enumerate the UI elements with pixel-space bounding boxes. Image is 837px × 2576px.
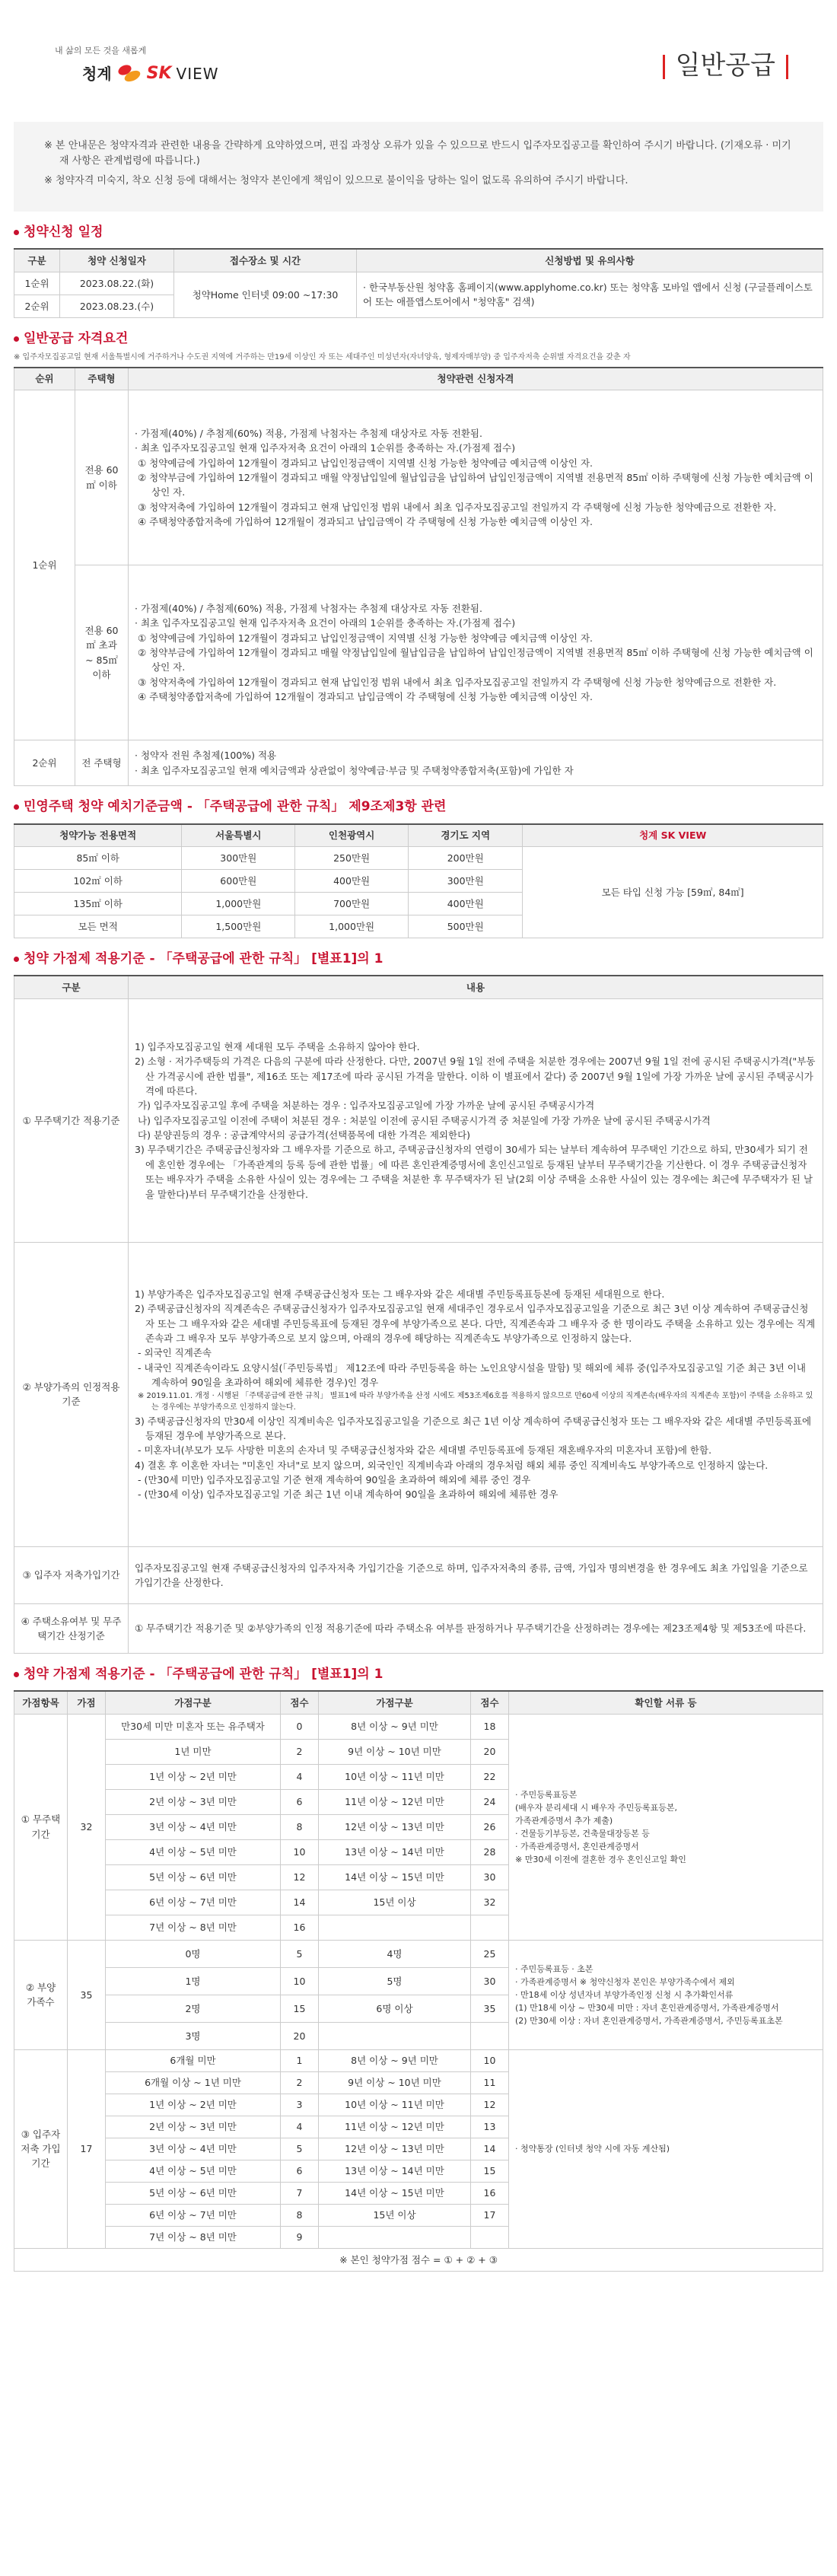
score-value-cell: 6: [281, 1789, 319, 1814]
score-value-cell: 11: [471, 2071, 509, 2094]
criteria-label: ④ 주택소유여부 및 무주택기간 산정기준: [14, 1603, 129, 1653]
method-cell: · 한국부동산원 청약홈 홈페이지(www.applyhome.co.kr) 또는 청약홈 모바일 앱에서 신청 (구글플레이스토어 또는 애플앱스토어에서 "청약홈" 검색): [357, 272, 823, 317]
section-title: 민영주택 청약 예치기준금액 - 「주택공급에 관한 규칙」 제9조제3항 관련: [14, 797, 823, 817]
score-value-cell: 26: [471, 1814, 509, 1839]
score-value-cell: 9: [281, 2226, 319, 2248]
page-title-text: 일반공급: [675, 50, 775, 81]
score-value-cell: 35: [471, 1995, 509, 2022]
criteria-cell: [129, 390, 823, 565]
score-value-cell: 13: [471, 2116, 509, 2138]
criteria-label: ② 부양가족의 인정적용기준: [14, 1242, 129, 1546]
score-range-cell: 3명: [106, 2022, 281, 2049]
notice-line: ※ 본 안내문은 청약자격과 관련한 내용을 간략하게 요약하였으며, 편집 과정상 오류가 있을 수 있으므로 반드시 입주자모집공고를 확인하여 주시기 바랍니다. (기재오류 · 미기재 사항은 관계법령에 따릅니다.): [44, 140, 791, 167]
table-header: 접수장소 및 시간: [174, 249, 357, 272]
score-value-cell: 24: [471, 1789, 509, 1814]
score-range-cell: 11년 이상 ~ 12년 미만: [319, 1789, 471, 1814]
brand-view: VIEW: [176, 64, 219, 83]
brand-korean: 청계: [82, 64, 112, 83]
score-range-cell: 5년 이상 ~ 6년 미만: [106, 2182, 281, 2204]
score-value-cell: 6: [281, 2160, 319, 2182]
document-item: (1) 만18세 이상 ~ 만30세 미만 : 자녀 혼인관계증명서, 가족관계증명서: [515, 2002, 779, 2013]
criteria-table: [14, 975, 823, 1654]
document-item: · 건물등기부등본, 건축물대장등본 등: [515, 1828, 650, 1839]
score-value-cell: 2: [281, 2071, 319, 2094]
score-range-cell: 15년 이상: [319, 1890, 471, 1915]
score-range-cell: 10년 이상 ~ 11년 미만: [319, 2094, 471, 2116]
document-item: ※ 만30세 이전에 결혼한 경우 혼인신고일 확인: [515, 1854, 686, 1864]
score-range-cell: [319, 2022, 471, 2049]
score-range-cell: 3년 이상 ~ 4년 미만: [106, 1814, 281, 1839]
score-value-cell: 4: [281, 2116, 319, 2138]
project-note-cell: 모든 타입 신청 가능 [59㎡, 84㎡]: [523, 847, 823, 938]
score-range-cell: 11년 이상 ~ 12년 미만: [319, 2116, 471, 2138]
score-value-cell: [471, 1915, 509, 1940]
table-cell: 700만원: [295, 893, 409, 915]
score-value-cell: 10: [281, 1839, 319, 1864]
score-value-cell: 30: [471, 1864, 509, 1890]
table-header: 구분: [14, 249, 60, 272]
score-value-cell: 14: [471, 2138, 509, 2160]
table-cell: 400만원: [295, 870, 409, 893]
rank-cell: 1순위: [14, 390, 75, 740]
list-item: 다) 분양권등의 경우 : 공급계약서의 공급가격(선택품목에 대한 가격은 제외한다): [138, 1129, 471, 1142]
table-header: 점수: [471, 1691, 509, 1714]
score-value-cell: 1: [281, 2049, 319, 2071]
list-item: ② 청약부금에 가입하여 12개월이 경과되고 매월 약정납입일에 월납입금을 납입하여 납입인정금액이 지역별 전용면적 85㎡ 이하 주택형에 신청 가능한 예치금액 이상인 자.: [138, 647, 813, 673]
score-range-cell: 6년 이상 ~ 7년 미만: [106, 2204, 281, 2226]
score-value-cell: 12: [471, 2094, 509, 2116]
score-value-cell: 4: [281, 1764, 319, 1789]
list-item: ① 청약예금에 가입하여 12개월이 경과되고 납입인정금액이 지역별 신청 가능한 청약예금 예치금액 이상인 자.: [138, 632, 593, 644]
score-range-cell: 4년 이상 ~ 5년 미만: [106, 1839, 281, 1864]
deposit-table: [14, 823, 823, 939]
score-range-cell: [319, 1915, 471, 1940]
table-cell: 500만원: [409, 915, 523, 938]
document-item: · 주민등록표등본: [515, 1789, 578, 1800]
list-item: 가) 입주자모집공고일 후에 주택을 처분하는 경우 : 입주자모집공고일에 가장 가까운 날에 공시된 주택공시가격: [138, 1100, 595, 1112]
score-item-label: ② 부양 가족수: [14, 1940, 68, 2049]
table-cell: 600만원: [182, 870, 295, 893]
list-item: ※ 2019.11.01. 개정 · 시행된 「주택공급에 관한 규칙」 별표1에 따라 부양가족을 산정 시에도 제53조제6호를 적용하지 않으므로 만60세 이상의 직계존속(배우자의 직계존속 포함)이 주택을 소유하고 있는 경우에는 부양가족으로 인정하지 않는다.: [138, 1391, 813, 1412]
sk-butterfly-icon: [116, 65, 142, 82]
criteria-content: [129, 1242, 823, 1546]
title-bar-left: [663, 55, 665, 79]
table-cell: 1,000만원: [182, 893, 295, 915]
score-max: 17: [68, 2049, 106, 2248]
notice-box: [14, 122, 823, 212]
score-value-cell: 8: [281, 2204, 319, 2226]
table-header: 확인할 서류 등: [509, 1691, 823, 1714]
type-cell: 전 주택형: [75, 740, 129, 786]
list-item: · 청약자 전원 추첨제(100%) 적용: [135, 750, 277, 762]
table-header: 청계 SK VIEW: [523, 824, 823, 847]
score-range-cell: 1명: [106, 1967, 281, 1995]
score-value-cell: 2: [281, 1739, 319, 1764]
criteria-content: ① 무주택기간 적용기준 및 ②부양가족의 인정 적용기준에 따라 주택소유 여부를 판정하거나 무주택기간을 산정하려는 경우에는 제23조제4항 및 제53조에 따른다.: [129, 1603, 823, 1653]
criteria-label: ① 무주택기간 적용기준: [14, 998, 129, 1242]
table-header: 구분: [14, 976, 129, 998]
rank-cell: 2순위: [14, 740, 75, 786]
score-range-cell: 9년 이상 ~ 10년 미만: [319, 2071, 471, 2094]
score-value-cell: 5: [281, 1940, 319, 1967]
section-title: 청약 가점제 적용기준 - 「주택공급에 관한 규칙」 [별표1]의 1: [14, 949, 823, 969]
table-header: 서울특별시: [182, 824, 295, 847]
list-item: 2) 주택공급신청자의 직계존속은 주택공급신청자가 입주자모집공고일 현재 세대주인 경우로서 입주자모집공고일을 기준으로 최근 3년 이상 계속하여 주택공급신청자 또는 그 배우자와 같은 세대별 주민등록표에 등재된 경우에 부양가족으로 본다. 다만, 직계존속과 그 배우자 중 한 명이라도 주택을 소유하고 있는 경우에는 직계존속과 그 배우자 모두 부양가족으로 보지 않으며, 아래의 경우에 해당하는 직계존속도 부양가족으로 인정하지 않는다.: [135, 1303, 816, 1345]
table-header: 인천광역시: [295, 824, 409, 847]
score-value-cell: 14: [281, 1890, 319, 1915]
criteria-section: [14, 949, 823, 1654]
score-value-cell: 15: [281, 1995, 319, 2022]
documents-cell: [509, 1714, 823, 1940]
score-value-cell: 15: [471, 2160, 509, 2182]
list-item: ③ 청약저축에 가입하여 12개월이 경과되고 현재 납입인정 범위 내에서 최초 입주자모집공고일 전일까지 각 주택형에 신청 가능한 청약예금으로 전환한 자.: [138, 676, 777, 688]
score-range-cell: 13년 이상 ~ 14년 미만: [319, 1839, 471, 1864]
table-header: 주택형: [75, 368, 129, 390]
table-cell: 250만원: [295, 847, 409, 870]
table-header: 가점구분: [319, 1691, 471, 1714]
score-value-cell: 5: [281, 2138, 319, 2160]
score-range-cell: 10년 이상 ~ 11년 미만: [319, 1764, 471, 1789]
table-header: 청약 신청일자: [60, 249, 174, 272]
score-range-cell: 7년 이상 ~ 8년 미만: [106, 1915, 281, 1940]
schedule-section: [14, 222, 823, 318]
score-range-cell: 7년 이상 ~ 8년 미만: [106, 2226, 281, 2248]
score-item-label: ① 무주택 기간: [14, 1714, 68, 1940]
table-header: 청약가능 전용면적: [14, 824, 182, 847]
brand-logo[interactable]: [82, 61, 219, 87]
criteria-content: [129, 998, 823, 1242]
score-range-cell: 0명: [106, 1940, 281, 1967]
score-range-cell: 1년 이상 ~ 2년 미만: [106, 1764, 281, 1789]
criteria-cell: [129, 740, 823, 786]
rank-cell: 1순위: [14, 272, 60, 295]
table-cell: 102㎡ 이하: [14, 870, 182, 893]
brand-sk: SK: [146, 64, 172, 83]
table-cell: 200만원: [409, 847, 523, 870]
score-value-cell: 10: [471, 2049, 509, 2071]
list-item: ① 청약예금에 가입하여 12개월이 경과되고 납입인정금액이 지역별 신청 가능한 청약예금 예치금액 이상인 자.: [138, 457, 593, 469]
table-cell: 1,500만원: [182, 915, 295, 938]
criteria-cell: [129, 565, 823, 740]
section-title: 청약신청 일정: [14, 222, 823, 242]
scores-section: [14, 1664, 823, 2272]
score-value-cell: 32: [471, 1890, 509, 1915]
score-value-cell: 12: [281, 1864, 319, 1890]
score-range-cell: 4명: [319, 1940, 471, 1967]
score-range-cell: 2년 이상 ~ 3년 미만: [106, 1789, 281, 1814]
score-range-cell: 13년 이상 ~ 14년 미만: [319, 2160, 471, 2182]
list-item: 3) 주택공급신청자의 만30세 이상인 직계비속은 입주자모집공고일을 기준으로 최근 1년 이상 계속하여 주택공급신청자 또는 그 배우자와 같은 세대별 주민등록표에 등재된 경우에 부양가족으로 본다.: [135, 1415, 812, 1441]
score-range-cell: 만30세 미만 미혼자 또는 유주택자: [106, 1714, 281, 1739]
score-value-cell: 18: [471, 1714, 509, 1739]
list-item: - 미혼자녀(부모가 모두 사망한 미혼의 손자녀 및 주택공급신청자와 같은 세대별 주민등록표에 등재된 재혼배우자의 미혼자녀 포함)에 한함.: [138, 1444, 712, 1457]
date-cell: 2023.08.22.(화): [60, 272, 174, 295]
document-item: (배우자 분리세대 시 배우자 주민등록표등본,: [515, 1802, 678, 1813]
list-item: · 가점제(40%) / 추첨제(60%) 적용, 가점제 낙첨자는 추첨제 대상자로 자동 전환됨.: [135, 427, 482, 439]
score-value-cell: [471, 2226, 509, 2248]
eligibility-table: [14, 367, 823, 787]
table-header: 내용: [129, 976, 823, 998]
list-item: - 내국인 직계존속이라도 요양시설(「주민등록법」 제12조에 따라 주민등록을 하는 노인요양시설을 말함) 및 해외에 체류 중(입주자모집공고일 기준 최근 3년 이내 계속하여 90일을 초과하여 해외에 체류한 경우)인 경우: [138, 1361, 806, 1389]
table-header: 점수: [281, 1691, 319, 1714]
table-header: 경기도 지역: [409, 824, 523, 847]
list-item: · 최초 입주자모집공고일 현재 입주자저축 요건이 아래의 1순위를 충족하는 자.(가점제 접수): [135, 617, 516, 629]
score-range-cell: 8년 이상 ~ 9년 미만: [319, 2049, 471, 2071]
notice-line: ※ 청약자격 미숙지, 착오 신청 등에 대해서는 청약자 본인에게 책임이 있으므로 불이익을 당하는 일이 없도록 유의하여 주시기 바랍니다.: [44, 175, 629, 187]
score-value-cell: 0: [281, 1714, 319, 1739]
score-range-cell: 1년 이상 ~ 2년 미만: [106, 2094, 281, 2116]
section-note: ※ 입주자모집공고일 현재 서울특별시에 거주하거나 수도권 지역에 거주하는 만19세 이상인 자 또는 세대주인 미성년자(자녀양육, 형제자매부양) 중 입주자저축 순위별 자격요건을 갖춘 자: [14, 353, 631, 362]
list-item: 2) 소형 · 저가주택등의 가격은 다음의 구분에 따라 산정한다. 다만, 2007년 9월 1일 전에 주택을 처분한 경우에는 2007년 9월 1일 전에 공시된 주택공시가격("부동산 가격공시에 관한 법률", 제16조 또는 제17조에 따라 공시된 가격을 말한다. 이하 이 별표에서 같다) 중 2007년 9월 1일에 가장 가까운 날에 공시된 주택공시가격에 따른다.: [135, 1056, 816, 1097]
list-item: 3) 무주택기간은 주택공급신청자와 그 배우자를 기준으로 하고, 주택공급신청자의 연령이 30세가 되는 날부터 계속하여 무주택인 기간으로 하되, 만30세가 되기 전에 혼인한 경우에는 「가족관계의 등록 등에 관한 법률」에 따른 혼인관계증명서에 혼인신고일로 등재된 날부터 무주택기간을 기산한다. 이 경우 주택공급신청자 또는 배우자가 주택을 소유한 사실이 있는 경우에는 그 주택을 처분한 후 무주택자가 된 날(2회 이상 주택을 소유한 사실이 있는 경우에는 최근에 무주택자가 된 날을 말한다)부터 무주택기간을 산정한다.: [135, 1144, 813, 1200]
type-cell: 전용 60㎡ 초과 ~ 85㎡ 이하: [75, 565, 129, 740]
score-range-cell: 12년 이상 ~ 13년 미만: [319, 2138, 471, 2160]
score-value-cell: 3: [281, 2094, 319, 2116]
title-bar-right: [786, 55, 788, 79]
list-item: - 외국인 직계존속: [138, 1347, 212, 1359]
documents-cell: [509, 1940, 823, 2049]
score-range-cell: 6년 이상 ~ 7년 미만: [106, 1890, 281, 1915]
score-item-label: ③ 입주자 저축 가입기간: [14, 2049, 68, 2248]
table-cell: 1,000만원: [295, 915, 409, 938]
page-header: [0, 0, 837, 122]
score-value-cell: 25: [471, 1940, 509, 1967]
score-value-cell: 30: [471, 1967, 509, 1995]
list-item: · 가점제(40%) / 추첨제(60%) 적용, 가점제 낙첨자는 추첨제 대상자로 자동 전환됨.: [135, 602, 482, 614]
list-item: 4) 결혼 후 이혼한 자녀는 "미혼인 자녀"로 보지 않으며, 외국인인 직계비속과 아래의 경우처럼 해외 체류 중인 직계비속도 부양가족으로 인정하지 않는다.: [135, 1459, 769, 1471]
score-value-cell: 10: [281, 1967, 319, 1995]
list-item: - (만30세 미만) 입주자모집공고일 기준 현재 계속하여 90일을 초과하여 해외에 체류 중인 경우: [138, 1474, 531, 1486]
score-range-cell: 14년 이상 ~ 15년 미만: [319, 2182, 471, 2204]
score-value-cell: 7: [281, 2182, 319, 2204]
table-header: 순위: [14, 368, 75, 390]
score-range-cell: 15년 이상: [319, 2204, 471, 2226]
document-item: · 주민등록표등 · 초본: [515, 1963, 594, 1974]
score-value-cell: 20: [471, 1739, 509, 1764]
score-range-cell: 2명: [106, 1995, 281, 2022]
documents-cell: [509, 2049, 823, 2248]
document-item: · 가족관계증명서, 혼인관계증명서: [515, 1841, 639, 1852]
list-item: ④ 주택청약종합저축에 가입하여 12개월이 경과되고 납입금액이 각 주택형에 신청 가능한 예치금액 이상인 자.: [138, 516, 593, 528]
deposit-section: [14, 797, 823, 938]
score-max: 32: [68, 1714, 106, 1940]
list-item: ④ 주택청약종합저축에 가입하여 12개월이 경과되고 납입금액이 각 주택형에 신청 가능한 예치금액 이상인 자.: [138, 691, 593, 703]
document-item: 가족관계증명서 추가 제출): [515, 1815, 613, 1826]
table-cell: 300만원: [409, 870, 523, 893]
list-item: ③ 청약저축에 가입하여 12개월이 경과되고 현재 납입인정 범위 내에서 최초 입주자모집공고일 전일까지 각 주택형에 신청 가능한 청약예금으로 전환한 자.: [138, 501, 777, 513]
document-item: · 청약통장 (인터넷 청약 시에 자동 계산됨): [515, 2144, 670, 2154]
table-row: [14, 1940, 823, 1967]
type-cell: 전용 60㎡ 이하: [75, 390, 129, 565]
table-cell: 모든 면적: [14, 915, 182, 938]
table-header: 청약관련 신청자격: [129, 368, 823, 390]
score-value-cell: 22: [471, 1764, 509, 1789]
table-cell: 135㎡ 이하: [14, 893, 182, 915]
logo-tagline: 내 삶의 모든 것을 새롭게: [55, 46, 147, 56]
table-header: 가점항목: [14, 1691, 68, 1714]
score-value-cell: [471, 2022, 509, 2049]
list-item: 1) 부양가족은 입주자모집공고일 현재 주택공급신청자 또는 그 배우자와 같은 세대별 주민등록표등본에 등재된 세대원으로 한다.: [135, 1288, 665, 1300]
score-value-cell: 16: [281, 1915, 319, 1940]
list-item: 1) 입주자모집공고일 현재 세대원 모두 주택을 소유하지 않아야 한다.: [135, 1040, 420, 1052]
list-item: 나) 입주자모집공고일 이전에 주택이 처분된 경우 : 처분일 이전에 공시된 주택공시가격 중 처분일에 가장 가까운 날에 공시된 주택공시가격: [138, 1114, 711, 1126]
score-value-cell: 8: [281, 1814, 319, 1839]
document-item: (2) 만30세 이상 : 자녀 혼인관계증명서, 가족관계증명서, 주민등록표초본: [515, 2015, 783, 2026]
score-range-cell: 6개월 이상 ~ 1년 미만: [106, 2071, 281, 2094]
schedule-table: [14, 248, 823, 318]
score-value-cell: 17: [471, 2204, 509, 2226]
score-range-cell: 4년 이상 ~ 5년 미만: [106, 2160, 281, 2182]
list-item: - (만30세 이상) 입주자모집공고일 기준 최근 1년 이내 계속하여 90일을 초과하여 해외에 체류한 경우: [138, 1489, 559, 1501]
score-range-cell: 12년 이상 ~ 13년 미만: [319, 1814, 471, 1839]
table-row: [14, 2049, 823, 2071]
table-cell: 400만원: [409, 893, 523, 915]
score-range-cell: 5년 이상 ~ 6년 미만: [106, 1864, 281, 1890]
table-header: 가점: [68, 1691, 106, 1714]
table-cell: 300만원: [182, 847, 295, 870]
table-row: [14, 1714, 823, 1739]
score-value-cell: 20: [281, 2022, 319, 2049]
table-row: [14, 2248, 823, 2271]
score-max: 35: [68, 1940, 106, 2049]
score-range-cell: 6명 이상: [319, 1995, 471, 2022]
rank-cell: 2순위: [14, 295, 60, 317]
score-range-cell: [319, 2226, 471, 2248]
table-cell: 85㎡ 이하: [14, 847, 182, 870]
total-score-formula: ※ 본인 청약가점 점수 = ① + ② + ③: [14, 2248, 823, 2271]
score-range-cell: 2년 이상 ~ 3년 미만: [106, 2116, 281, 2138]
page-title: [652, 46, 799, 86]
score-value-cell: 28: [471, 1839, 509, 1864]
table-header: 가점구분: [106, 1691, 281, 1714]
list-item: · 최초 입주자모집공고일 현재 입주자저축 요건이 아래의 1순위를 충족하는 자.(가점제 접수): [135, 442, 516, 454]
section-title: 일반공급 자격요건: [14, 329, 823, 349]
date-cell: 2023.08.23.(수): [60, 295, 174, 317]
place-cell: 청약Home 인터넷 09:00 ~17:30: [174, 272, 357, 317]
score-range-cell: 9년 이상 ~ 10년 미만: [319, 1739, 471, 1764]
eligibility-section: [14, 329, 823, 786]
score-range-cell: 5명: [319, 1967, 471, 1995]
scores-table: [14, 1690, 823, 2272]
document-item: · 가족관계증명서 ※ 청약신청자 본인은 부양가족수에서 제외: [515, 1976, 735, 1987]
criteria-content: 입주자모집공고일 현재 주택공급신청자의 입주자저축 가입기간을 기준으로 하며, 입주자저축의 종류, 금액, 가입자 명의변경을 한 경우에도 최초 가입일을 기준으로 가입기간을 산정한다.: [129, 1546, 823, 1603]
table-header: 신청방법 및 유의사항: [357, 249, 823, 272]
score-range-cell: 14년 이상 ~ 15년 미만: [319, 1864, 471, 1890]
criteria-label: ③ 입주자 저축가입기간: [14, 1546, 129, 1603]
list-item: · 최초 입주자모집공고일 현재 예치금액과 상관없이 청약예금·부금 및 주택청약종합저축(포함)에 가입한 자: [135, 764, 574, 776]
score-value-cell: 16: [471, 2182, 509, 2204]
score-range-cell: 1년 미만: [106, 1739, 281, 1764]
score-range-cell: 8년 이상 ~ 9년 미만: [319, 1714, 471, 1739]
section-title: 청약 가점제 적용기준 - 「주택공급에 관한 규칙」 [별표1]의 1: [14, 1664, 823, 1684]
score-range-cell: 3년 이상 ~ 4년 미만: [106, 2138, 281, 2160]
document-item: · 만18세 이상 성년자녀 부양가족인정 신청 시 추가확인서류: [515, 1989, 734, 2000]
list-item: ② 청약부금에 가입하여 12개월이 경과되고 매월 약정납입일에 월납입금을 납입하여 납입인정금액이 지역별 전용면적 85㎡ 이하 주택형에 신청 가능한 예치금액 이상인 자.: [138, 472, 813, 498]
score-range-cell: 6개월 미만: [106, 2049, 281, 2071]
